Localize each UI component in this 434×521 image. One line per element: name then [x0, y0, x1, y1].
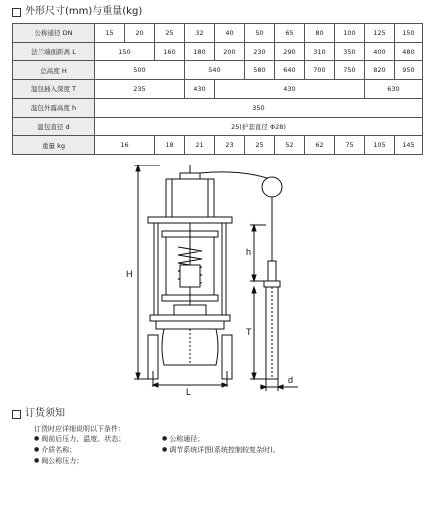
spec-cell: 21 [185, 136, 215, 155]
spec-cell: 350 [95, 98, 423, 117]
spec-cell: 430 [215, 80, 365, 99]
spec-row-label: 温包插入深度 T [13, 80, 95, 99]
spec-cell: 100 [335, 24, 365, 43]
dim-label-T: T [246, 327, 252, 337]
order-intro: 订货时应详细说明以下条件： [34, 425, 125, 433]
spec-row [13, 42, 423, 61]
spec-cell: 15 [95, 24, 125, 43]
spec-cell: 290 [275, 42, 305, 61]
spec-cell: 430 [185, 80, 215, 99]
order-list-right [162, 434, 402, 467]
spec-cell: 80 [305, 24, 335, 43]
spec-row [13, 136, 423, 155]
spec-cell: 750 [335, 61, 365, 80]
spec-cell: 25 [245, 136, 275, 155]
spec-cell: 25 [155, 24, 185, 43]
order-item: ● 介质名称； [34, 445, 162, 456]
order-list-left [34, 434, 162, 467]
spec-cell: 235 [95, 80, 185, 99]
spec-cell: 145 [395, 136, 423, 155]
spec-cell: 40 [215, 24, 245, 43]
spec-cell: 18 [155, 136, 185, 155]
dim-label-H: H [126, 269, 133, 279]
spec-cell: 400 [365, 42, 395, 61]
order-item: ● 调节系统详图(系统控制较复杂时)。 [162, 445, 402, 456]
spec-table [12, 23, 423, 155]
spec-cell: 180 [185, 42, 215, 61]
order-notes [34, 424, 402, 467]
spec-cell: 150 [95, 42, 155, 61]
spec-row [13, 80, 423, 99]
spec-cell: 200 [215, 42, 245, 61]
spec-cell: 950 [395, 61, 423, 80]
spec-cell: 52 [275, 136, 305, 155]
spec-cell: 65 [275, 24, 305, 43]
spec-cell: 75 [335, 136, 365, 155]
spec-row-label: 公称通径 DN [13, 24, 95, 43]
checkbox-icon [12, 8, 21, 17]
dim-label-L: L [186, 387, 192, 397]
spec-cell: 32 [185, 24, 215, 43]
spec-cell: 640 [275, 61, 305, 80]
spec-cell: 230 [245, 42, 275, 61]
spec-cell: 820 [365, 61, 395, 80]
spec-row [13, 117, 423, 136]
spec-section-title [12, 6, 142, 18]
spec-row [13, 61, 423, 80]
spec-cell: 25(护套直径 Φ28) [95, 117, 423, 136]
order-section-title [12, 408, 65, 420]
spec-row-label: 重量 kg [13, 136, 95, 155]
spec-title-text: 外形尺寸(mm)与重量(kg) [25, 6, 143, 17]
spec-cell: 16 [95, 136, 155, 155]
valve-drawing [120, 165, 320, 397]
spec-cell: 580 [245, 61, 275, 80]
order-item: ● 阀前后压力、温度、状态； [34, 434, 162, 445]
spec-cell: 125 [365, 24, 395, 43]
spec-row-label: 温包外露高度 h [13, 98, 95, 117]
spec-cell: 540 [185, 61, 245, 80]
dim-label-d: d [288, 375, 294, 385]
order-item: ● 公称通径； [162, 434, 402, 445]
order-item: ● 阀公称压力； [34, 456, 162, 467]
spec-cell: 105 [365, 136, 395, 155]
spec-row-label: 法兰端面距离 L [13, 42, 95, 61]
dim-label-h: h [246, 247, 252, 257]
spec-cell: 150 [395, 24, 423, 43]
spec-row [13, 24, 423, 43]
spec-cell: 630 [365, 80, 423, 99]
spec-row-label: 总高度 H [13, 61, 95, 80]
spec-cell: 700 [305, 61, 335, 80]
spec-cell: 23 [215, 136, 245, 155]
spec-cell: 50 [245, 24, 275, 43]
spec-row-label: 温包直径 d [13, 117, 95, 136]
spec-cell: 310 [305, 42, 335, 61]
spec-cell: 500 [95, 61, 185, 80]
spec-cell: 480 [395, 42, 423, 61]
spec-cell: 20 [125, 24, 155, 43]
spec-cell: 350 [335, 42, 365, 61]
spec-cell: 160 [155, 42, 185, 61]
spec-row [13, 98, 423, 117]
checkbox-icon [12, 410, 21, 419]
order-title-text: 订货须知 [25, 408, 65, 419]
spec-cell: 62 [305, 136, 335, 155]
